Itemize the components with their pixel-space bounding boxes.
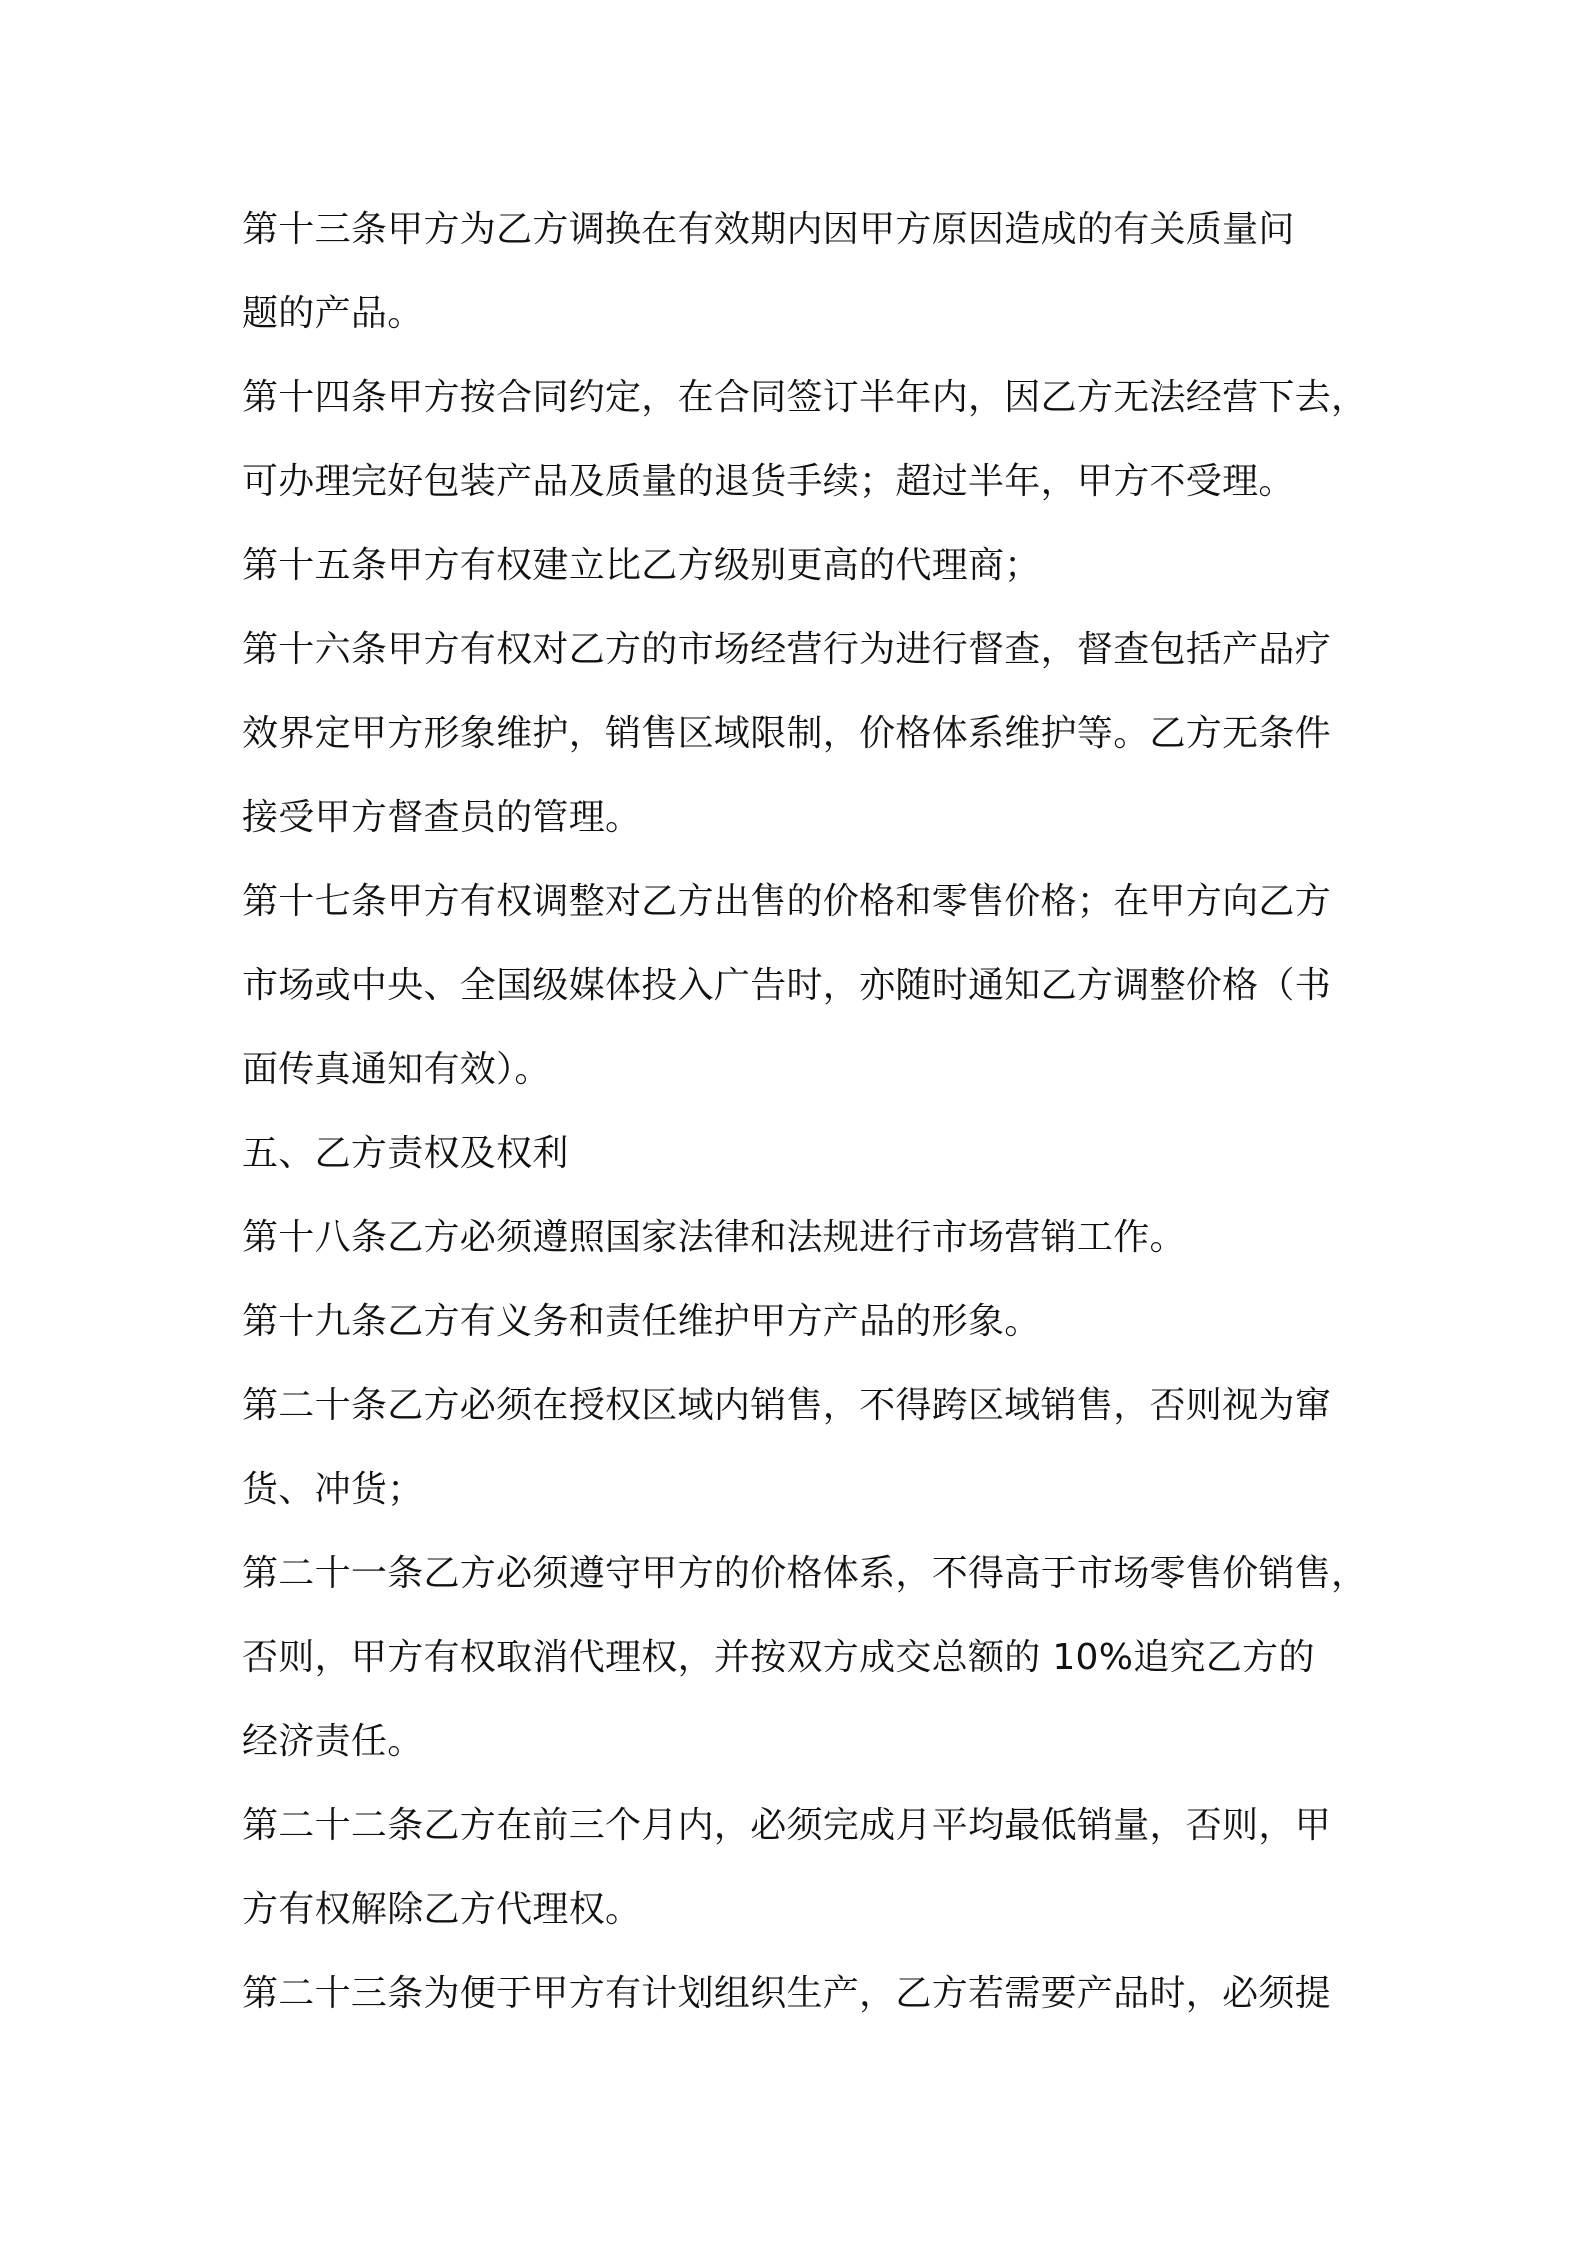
article-16 (242, 608, 1362, 860)
text-line: 效界定甲方形象维护，销售区域限制，价格体系维护等。乙方无条件 (242, 713, 1332, 754)
text-line: 第十五条甲方有权建立比乙方级别更高的代理商； (242, 545, 1041, 586)
text-line: 经济责任。 (242, 1721, 424, 1762)
article-23 (242, 1952, 1362, 2036)
text-line: 面传真通知有效）。 (242, 1049, 551, 1090)
article-19 (242, 1280, 1362, 1364)
section-heading (242, 1112, 1362, 1196)
text-line: 否则，甲方有权取消代理权，并按双方成交总额的 10%追究乙方的 (242, 1637, 1315, 1678)
article-13 (242, 188, 1362, 356)
article-15 (242, 524, 1362, 608)
section-title: 五、乙方责权及权利 (242, 1133, 569, 1174)
text-line: 题的产品。 (242, 293, 424, 334)
text-line: 第二十二条乙方在前三个月内，必须完成月平均最低销量，否则，甲 (242, 1805, 1332, 1846)
text-line: 第十四条甲方按合同约定，在合同签订半年内，因乙方无法经营下去， (242, 377, 1368, 418)
article-18 (242, 1196, 1362, 1280)
article-17 (242, 860, 1362, 1112)
text-line: 第十六条甲方有权对乙方的市场经营行为进行督查，督查包括产品疗 (242, 629, 1332, 670)
text-line: 第二十三条为便于甲方有计划组织生产，乙方若需要产品时，必须提 (242, 1973, 1332, 2014)
article-22 (242, 1784, 1362, 1952)
article-21 (242, 1532, 1368, 1784)
text-line: 第十三条甲方为乙方调换在有效期内因甲方原因造成的有关质量问 (242, 209, 1295, 250)
text-line: 货、冲货； (242, 1469, 424, 1510)
text-line: 第十九条乙方有义务和责任维护甲方产品的形象。 (242, 1301, 1041, 1342)
text-line: 第十八条乙方必须遵照国家法律和法规进行市场营销工作。 (242, 1217, 1186, 1258)
text-line: 可办理完好包装产品及质量的退货手续；超过半年，甲方不受理。 (242, 461, 1295, 502)
text-line: 市场或中央、全国级媒体投入广告时，亦随时通知乙方调整价格（书 (242, 965, 1332, 1006)
document-body (242, 188, 1368, 2036)
article-20 (242, 1364, 1362, 1532)
text-line: 接受甲方督查员的管理。 (242, 797, 642, 838)
text-line: 方有权解除乙方代理权。 (242, 1889, 642, 1930)
text-line: 第二十条乙方必须在授权区域内销售，不得跨区域销售，否则视为窜 (242, 1385, 1332, 1426)
text-line: 第二十一条乙方必须遵守甲方的价格体系，不得高于市场零售价销售， (242, 1553, 1368, 1594)
text-line: 第十七条甲方有权调整对乙方出售的价格和零售价格；在甲方向乙方 (242, 881, 1332, 922)
article-14 (242, 356, 1368, 524)
